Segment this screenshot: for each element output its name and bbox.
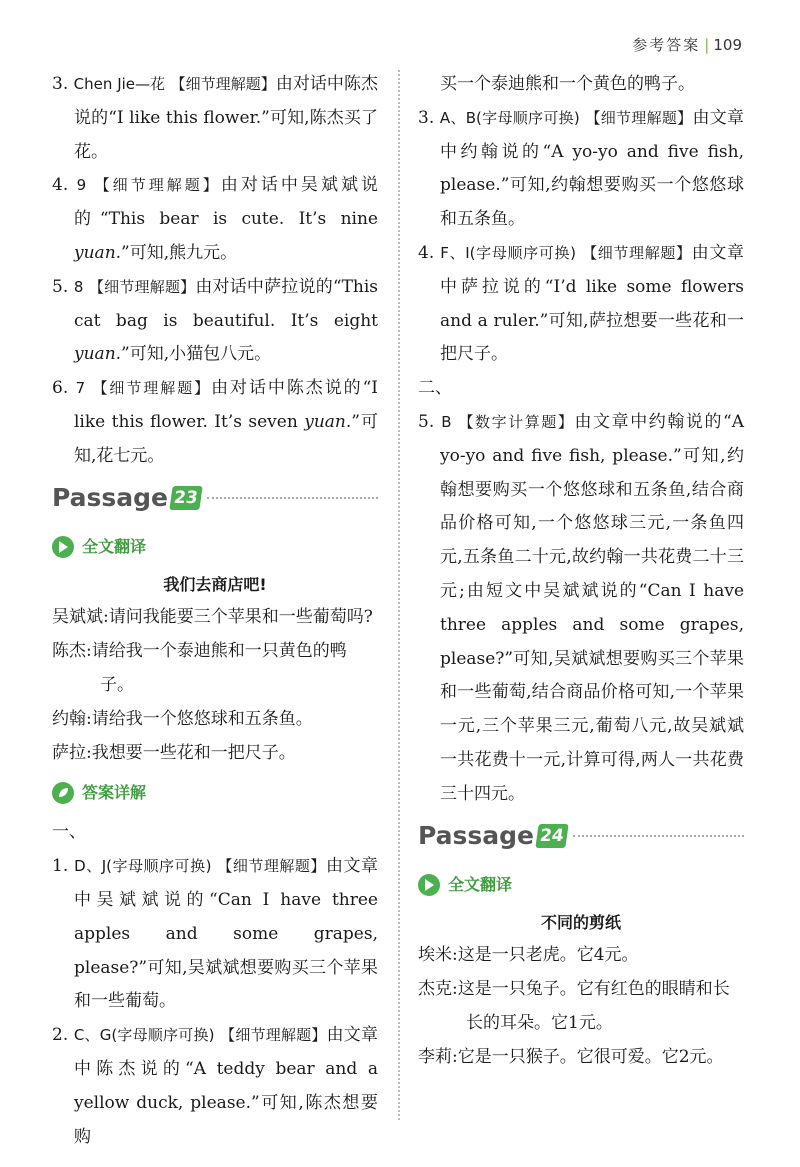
dialogue-line: 埃米:这是一只老虎。它4元。 [418, 945, 639, 966]
heading-rule [573, 835, 744, 837]
passage-24-heading [418, 816, 744, 856]
dialogue-line: 杰克:这是一只兔子。它有红色的眼睛和长长的耳朵。它1元。 [418, 979, 730, 1033]
header-separator: | [704, 36, 710, 54]
right-column [418, 68, 744, 1075]
header-label: 参考答案 [632, 36, 701, 54]
answer-item-5: 5. 8 【细节理解题】由对话中萨拉说的“This cat bag is beautiful. It’s eight yuan.”可知,小猫包八元。 [52, 276, 379, 365]
page-header [632, 34, 742, 55]
continuation-text: 买一个泰迪熊和一个黄色的鸭子。 [440, 74, 695, 94]
heading-rule [207, 497, 378, 499]
answer-item-3: 3. Chen Jie—花 【细节理解题】由对话中陈杰说的“I like this flower.”可知,陈杰买了花。 [52, 74, 379, 162]
answer-item-3-right: 3. A、B(字母顺序可换) 【细节理解题】由文章中约翰说的“A yo-yo and five fish, please.”可知,约翰想要购买一个悠悠球和五条鱼。 [418, 107, 745, 230]
answer-item-5-right: 5. B 【数字计算题】由文章中约翰说的“A yo-yo and five fish, please.”可知,约翰想要购买一个悠悠球和五条鱼,结合商品价格可知,一个悠悠球三元,一条鱼四元,五条鱼二十元,故约翰一共花费二十三元;由短文中吴斌斌说的“Can I have three apples and some grapes, please?”可知,吴斌斌想要购买三个苹果和一些葡萄,结合商品价格可知,一个苹果一元,三个苹果三元,葡萄八元,故吴斌斌一共花费十一元,计算可得,两人一共花费三十四元。 [418, 411, 745, 804]
passage-word: Passage [52, 482, 169, 512]
answer-item-4-right: 4. F、I(字母顺序可换) 【细节理解题】由文章中萨拉说的“I’d like some flowers and a ruler.”可知,萨拉想要一些花和一把尺子。 [418, 242, 745, 365]
answer-item-1: 1. D、J(字母顺序可换) 【细节理解题】由文章中吴斌斌说的“Can I have three apples and some grapes, please?”可知,吴斌斌想要购买三个苹果和一些葡萄。 [52, 856, 378, 1012]
page-number: 109 [713, 36, 742, 54]
answer-item-2: 2. C、G(字母顺序可换) 【细节理解题】由文章中陈杰说的“A teddy bear and a yellow duck, please.”可知,陈杰想要购 [52, 1025, 379, 1147]
passage-number-badge: 24 [535, 824, 568, 848]
dialogue-line: 陈杰:请给我一个泰迪熊和一只黄色的鸭子。 [52, 641, 347, 695]
leaf-icon [52, 782, 74, 804]
play-icon [52, 536, 74, 558]
part-one-label: 一、 [52, 822, 86, 843]
answers-section-header: 答案详解 [52, 776, 378, 810]
dialogue-line: 萨拉:我想要一些花和一把尺子。 [52, 742, 296, 763]
story-title: 不同的剪纸 [540, 912, 621, 932]
left-column [52, 68, 378, 1154]
translation-section-header: 全文翻译 [418, 868, 744, 902]
translation-section-header: 全文翻译 [52, 530, 378, 564]
answer-item-6: 6. 7 【细节理解题】由对话中陈杰说的“I like this flower. It’s seven yuan.”可知,花七元。 [52, 378, 379, 466]
play-icon [418, 874, 440, 896]
column-divider [398, 70, 400, 1120]
dialogue-line: 吴斌斌:请问我能要三个苹果和一些葡萄吗? [52, 607, 373, 628]
dialogue-line: 李莉:它是一只猴子。它很可爱。它2元。 [418, 1046, 724, 1067]
answer-item-4: 4. 9 【细节理解题】由对话中吴斌斌说的“This bear is cute. It’s nine yuan.”可知,熊九元。 [52, 175, 379, 263]
passage-word: Passage [418, 820, 535, 850]
story-title: 我们去商店吧! [163, 574, 267, 594]
part-two-label: 二、 [418, 378, 452, 399]
dialogue-line: 约翰:请给我一个悠悠球和五条鱼。 [52, 708, 313, 729]
passage-number-badge: 23 [169, 486, 202, 510]
passage-23-heading [52, 478, 378, 518]
